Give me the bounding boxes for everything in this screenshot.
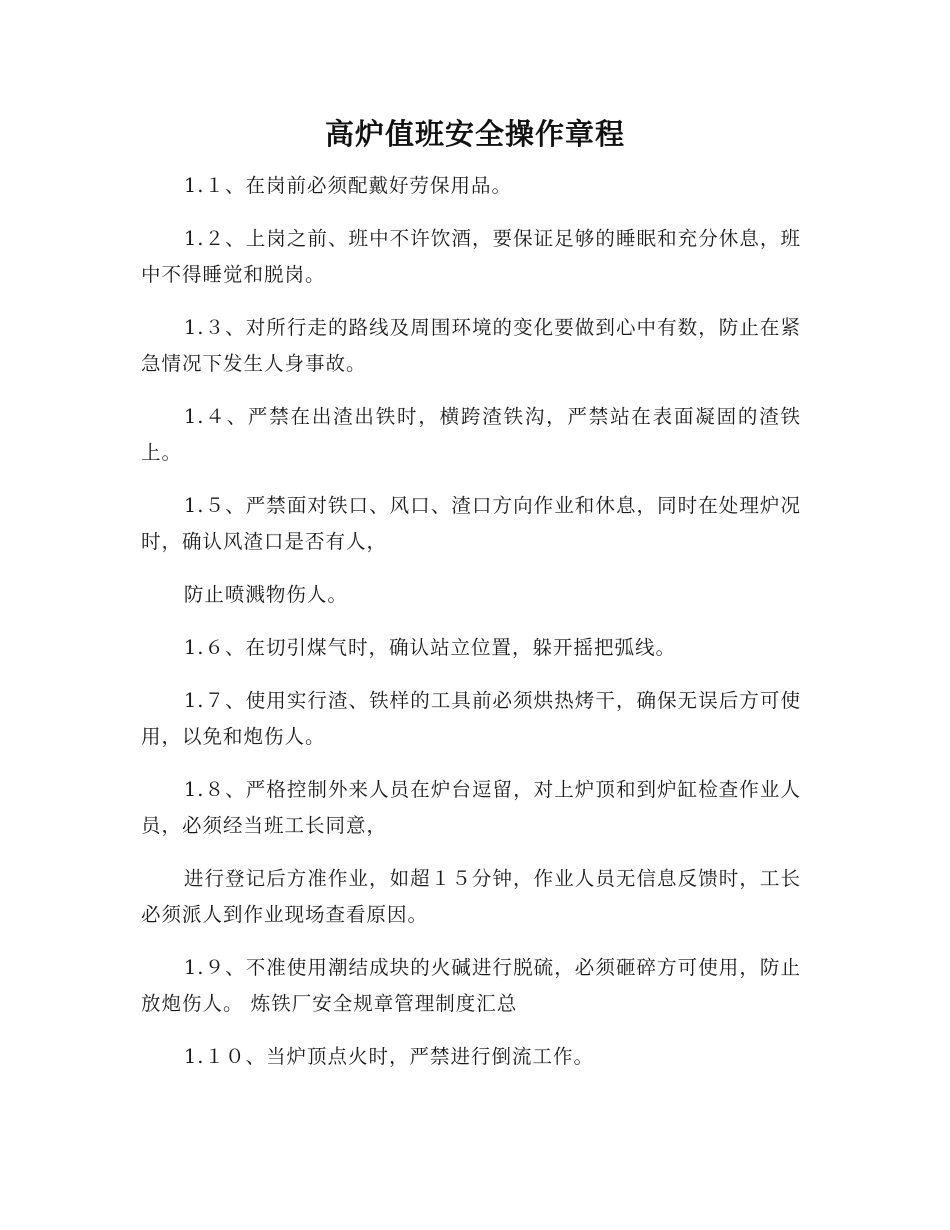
paragraph-1-10: 1.１０、当炉顶点火时，严禁进行倒流工作。 [183, 1045, 594, 1068]
paragraph-1-5-continued: 防止喷溅物伤人。 [183, 583, 348, 606]
paragraph-1-2: 1.２、上岗之前、班中不许饮酒，要保证足够的睡眠和充分休息，班中不得睡觉和脱岗。 [141, 227, 801, 286]
paragraph-1-1: 1.１、在岗前必须配戴好劳保用品。 [183, 174, 512, 197]
paragraph-1-9: 1.９、不准使用潮结成块的火碱进行脱硫，必须砸碎方可使用，防止放炮伤人。 炼铁厂安全规章管理制度汇总 [141, 956, 801, 1015]
paragraph-1-7: 1.７、使用实行渣、铁样的工具前必须烘热烤干，确保无误后方可使用，以免和炮伤人。 [141, 689, 801, 748]
paragraph-1-8: 1.８、严格控制外来人员在炉台逗留，对上炉顶和到炉缸检查作业人员，必须经当班工长同意， [141, 778, 801, 837]
paragraph-1-3: 1.３、对所行走的路线及周围环境的变化要做到心中有数，防止在紧急情况下发生人身事故。 [141, 316, 801, 375]
paragraph-1-5: 1.５、严禁面对铁口、风口、渣口方向作业和休息，同时在处理炉况时，确认风渣口是否有人， [141, 494, 801, 553]
document-body [141, 168, 801, 1092]
paragraph-1-4: 1.４、严禁在出渣出铁时，横跨渣铁沟，严禁站在表面凝固的渣铁上。 [141, 405, 801, 464]
paragraph-1-6: 1.６、在切引煤气时，确认站立位置，躲开摇把弧线。 [183, 636, 676, 659]
paragraph-1-8-continued: 进行登记后方准作业，如超１５分钟，作业人员无信息反馈时，工长必须派人到作业现场查看原因。 [141, 867, 801, 926]
document-title: 高炉值班安全操作章程 [324, 117, 625, 151]
